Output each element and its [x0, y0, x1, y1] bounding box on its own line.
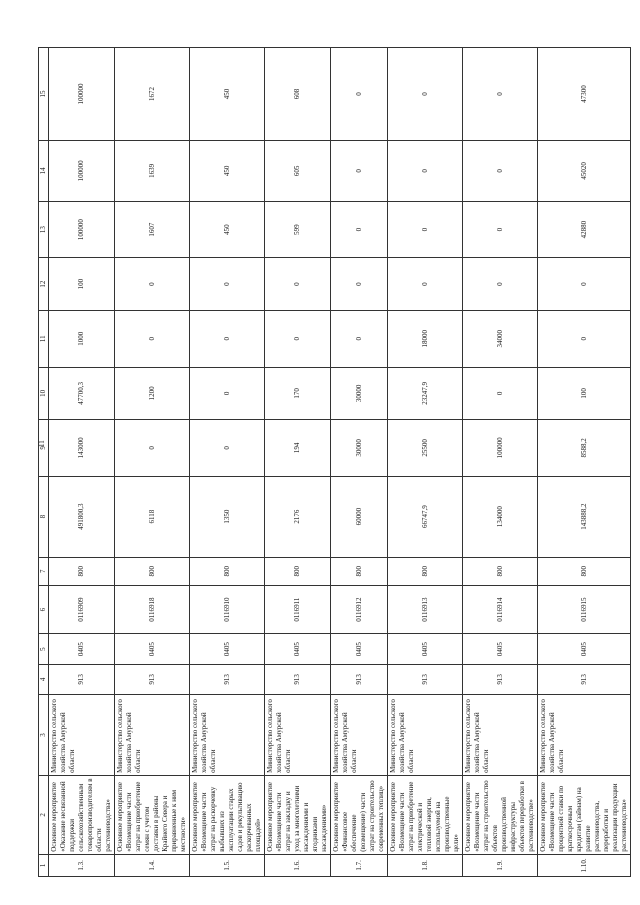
rzpr-code: 0405 [388, 634, 463, 664]
value-col-10: 30000 [331, 367, 388, 420]
vr-code: 800 [190, 557, 265, 585]
col-header-9: 9 [39, 420, 49, 477]
value-col-15: 0 [388, 48, 463, 141]
value-col-9: 143000 [49, 420, 115, 477]
value-col-13: 0 [463, 201, 538, 258]
value-col-12: 0 [331, 258, 388, 311]
responsible-org: Министерство сельского хозяйства Амурской области [388, 695, 463, 776]
row-id: 1.10. [538, 854, 631, 876]
value-col-13: 599 [265, 201, 331, 258]
value-col-10: 47700,3 [49, 367, 115, 420]
vr-code: 800 [388, 557, 463, 585]
table-row [190, 48, 265, 877]
value-col-8: 143888,2 [538, 476, 631, 557]
value-col-9: 25500 [388, 420, 463, 477]
value-col-12: 0 [463, 258, 538, 311]
value-col-8: 1350 [190, 476, 265, 557]
value-col-10: 1200 [115, 367, 190, 420]
grbs-code: 913 [331, 664, 388, 694]
table-row [115, 48, 190, 877]
col-header-3: 3 [39, 695, 49, 776]
vr-code: 800 [538, 557, 631, 585]
grbs-code: 913 [115, 664, 190, 694]
value-col-12: 0 [265, 258, 331, 311]
vr-code: 800 [49, 557, 115, 585]
col-header-10: 10 [39, 367, 49, 420]
value-col-14: 45020 [538, 141, 631, 202]
value-col-15: 450 [190, 48, 265, 141]
value-col-10: 100 [538, 367, 631, 420]
vr-code: 800 [265, 557, 331, 585]
value-col-8: 134000 [463, 476, 538, 557]
page-number-container [0, 440, 46, 459]
value-col-11: 0 [265, 310, 331, 367]
measure-description: Основное мероприятие «Возмещение части затрат на раскорчевку выбывших из эксплуатации старых садов и рекультивацию раскорчеванных площадей» [190, 775, 265, 854]
value-col-13: 42880 [538, 201, 631, 258]
value-col-15: 0 [463, 48, 538, 141]
value-col-9: 8588,2 [538, 420, 631, 477]
value-col-15: 1672 [115, 48, 190, 141]
table-row [388, 48, 463, 877]
value-col-9: 194 [265, 420, 331, 477]
value-col-13: 1607 [115, 201, 190, 258]
value-col-10: 0 [463, 367, 538, 420]
table-row [265, 48, 331, 877]
rzpr-code: 0405 [190, 634, 265, 664]
csr-code: 0116910 [190, 585, 265, 634]
value-col-14: 450 [190, 141, 265, 202]
table-header-row [39, 48, 49, 877]
responsible-org: Министерство сельского хозяйства Амурской области [463, 695, 538, 776]
value-col-12: 0 [190, 258, 265, 311]
row-id: 1.9. [463, 854, 538, 876]
value-col-8: 491800,3 [49, 476, 115, 557]
grbs-code: 913 [388, 664, 463, 694]
table-row [463, 48, 538, 877]
row-id: 1.8. [388, 854, 463, 876]
col-header-6: 6 [39, 585, 49, 634]
responsible-org: Министерство сельского хозяйства Амурской области [115, 695, 190, 776]
rzpr-code: 0405 [49, 634, 115, 664]
measure-description: Основное мероприятие «Возмещение части затрат на приобретение электрической и тепловой энергии, используемой на производственные цели» [388, 775, 463, 854]
value-col-12: 0 [388, 258, 463, 311]
responsible-org: Министерство сельского хозяйства Амурской области [190, 695, 265, 776]
csr-code: 0116909 [49, 585, 115, 634]
rzpr-code: 0405 [265, 634, 331, 664]
col-header-14: 14 [39, 141, 49, 202]
budget-table-container [38, 47, 628, 877]
measure-description: Основное мероприятие «Возмещение части затрат на закладку и уход за многолетними насаждениями и ягодниками насаждениями» [265, 775, 331, 854]
row-id: 1.4. [115, 854, 190, 876]
responsible-org: Министерство сельского хозяйства Амурской области [49, 695, 115, 776]
grbs-code: 913 [463, 664, 538, 694]
value-col-11: 18000 [388, 310, 463, 367]
value-col-12: 100 [49, 258, 115, 311]
page-number: 11 [38, 440, 46, 447]
col-header-7: 7 [39, 557, 49, 585]
csr-code: 0116911 [265, 585, 331, 634]
value-col-15: 608 [265, 48, 331, 141]
value-col-15: 0 [331, 48, 388, 141]
value-col-15: 47300 [538, 48, 631, 141]
budget-table [38, 47, 631, 877]
csr-code: 0116913 [388, 585, 463, 634]
col-header-5: 5 [39, 634, 49, 664]
value-col-10: 170 [265, 367, 331, 420]
row-id: 1.5. [190, 854, 265, 876]
value-col-13: 0 [331, 201, 388, 258]
table-row [331, 48, 388, 877]
csr-code: 0116918 [115, 585, 190, 634]
measure-description: Основное мероприятие «Возмещение части затрат на строительство объектов производственной инфраструктуры объектов переработки в растениеводстве» [463, 775, 538, 854]
value-col-11: 34000 [463, 310, 538, 367]
rzpr-code: 0405 [538, 634, 631, 664]
row-id: 1.3. [49, 854, 115, 876]
value-col-14: 0 [331, 141, 388, 202]
col-header-8: 8 [39, 476, 49, 557]
value-col-13: 0 [388, 201, 463, 258]
measure-description: Основное мероприятие «Оказание несвязанной поддержки сельскохозяйственным товаропроизводителям в области растениеводства» [49, 775, 115, 854]
measure-description: Основное мероприятие «Возмещение части затрат на приобретение семян с учетом доставки в районы Крайнего Севера и приравненные к ним местности» [115, 775, 190, 854]
value-col-9: 30000 [331, 420, 388, 477]
value-col-12: 0 [115, 258, 190, 311]
value-col-13: 450 [190, 201, 265, 258]
value-col-9: 0 [115, 420, 190, 477]
value-col-9: 0 [190, 420, 265, 477]
table-row [538, 48, 631, 877]
responsible-org: Министерство сельского хозяйства Амурской области [538, 695, 631, 776]
measure-description: Основное мероприятие «Возмещение части процентной ставки по краткосрочным кредитам (займам) на развитие растениеводства, переработки и реализации продукции растениеводства» [538, 775, 631, 854]
value-col-9: 100000 [463, 420, 538, 477]
grbs-code: 913 [190, 664, 265, 694]
value-col-12: 0 [538, 258, 631, 311]
measure-description: Основное мероприятие «Финансовое обеспечение (возмещение) части затрат на строительство современных теплиц» [331, 775, 388, 854]
csr-code: 0116915 [538, 585, 631, 634]
col-header-4: 4 [39, 664, 49, 694]
grbs-code: 913 [538, 664, 631, 694]
value-col-15: 100000 [49, 48, 115, 141]
responsible-org: Министерство сельского хозяйства Амурской области [265, 695, 331, 776]
col-header-13: 13 [39, 201, 49, 258]
csr-code: 0116914 [463, 585, 538, 634]
value-col-10: 23247,9 [388, 367, 463, 420]
value-col-11: 0 [115, 310, 190, 367]
vr-code: 800 [331, 557, 388, 585]
row-id: 1.6. [265, 854, 331, 876]
responsible-org: Министерство сельского хозяйства Амурской области [331, 695, 388, 776]
rzpr-code: 0405 [463, 634, 538, 664]
table-body [49, 48, 631, 877]
value-col-14: 605 [265, 141, 331, 202]
col-header-15: 15 [39, 48, 49, 141]
csr-code: 0116912 [331, 585, 388, 634]
value-col-13: 100000 [49, 201, 115, 258]
value-col-14: 0 [463, 141, 538, 202]
row-id: 1.7. [331, 854, 388, 876]
value-col-11: 1000 [49, 310, 115, 367]
grbs-code: 913 [49, 664, 115, 694]
value-col-10: 0 [190, 367, 265, 420]
value-col-14: 0 [388, 141, 463, 202]
col-header-2: 2 [39, 775, 49, 854]
value-col-8: 60000 [331, 476, 388, 557]
col-header-12: 12 [39, 258, 49, 311]
col-header-11: 11 [39, 310, 49, 367]
grbs-code: 913 [265, 664, 331, 694]
rzpr-code: 0405 [115, 634, 190, 664]
vr-code: 800 [463, 557, 538, 585]
value-col-8: 2176 [265, 476, 331, 557]
value-col-8: 66747,9 [388, 476, 463, 557]
table-row [49, 48, 115, 877]
value-col-8: 6118 [115, 476, 190, 557]
col-header-1: 1 [39, 854, 49, 876]
value-col-14: 1639 [115, 141, 190, 202]
value-col-11: 0 [538, 310, 631, 367]
rzpr-code: 0405 [331, 634, 388, 664]
vr-code: 800 [115, 557, 190, 585]
value-col-11: 0 [190, 310, 265, 367]
value-col-14: 100000 [49, 141, 115, 202]
value-col-11: 0 [331, 310, 388, 367]
